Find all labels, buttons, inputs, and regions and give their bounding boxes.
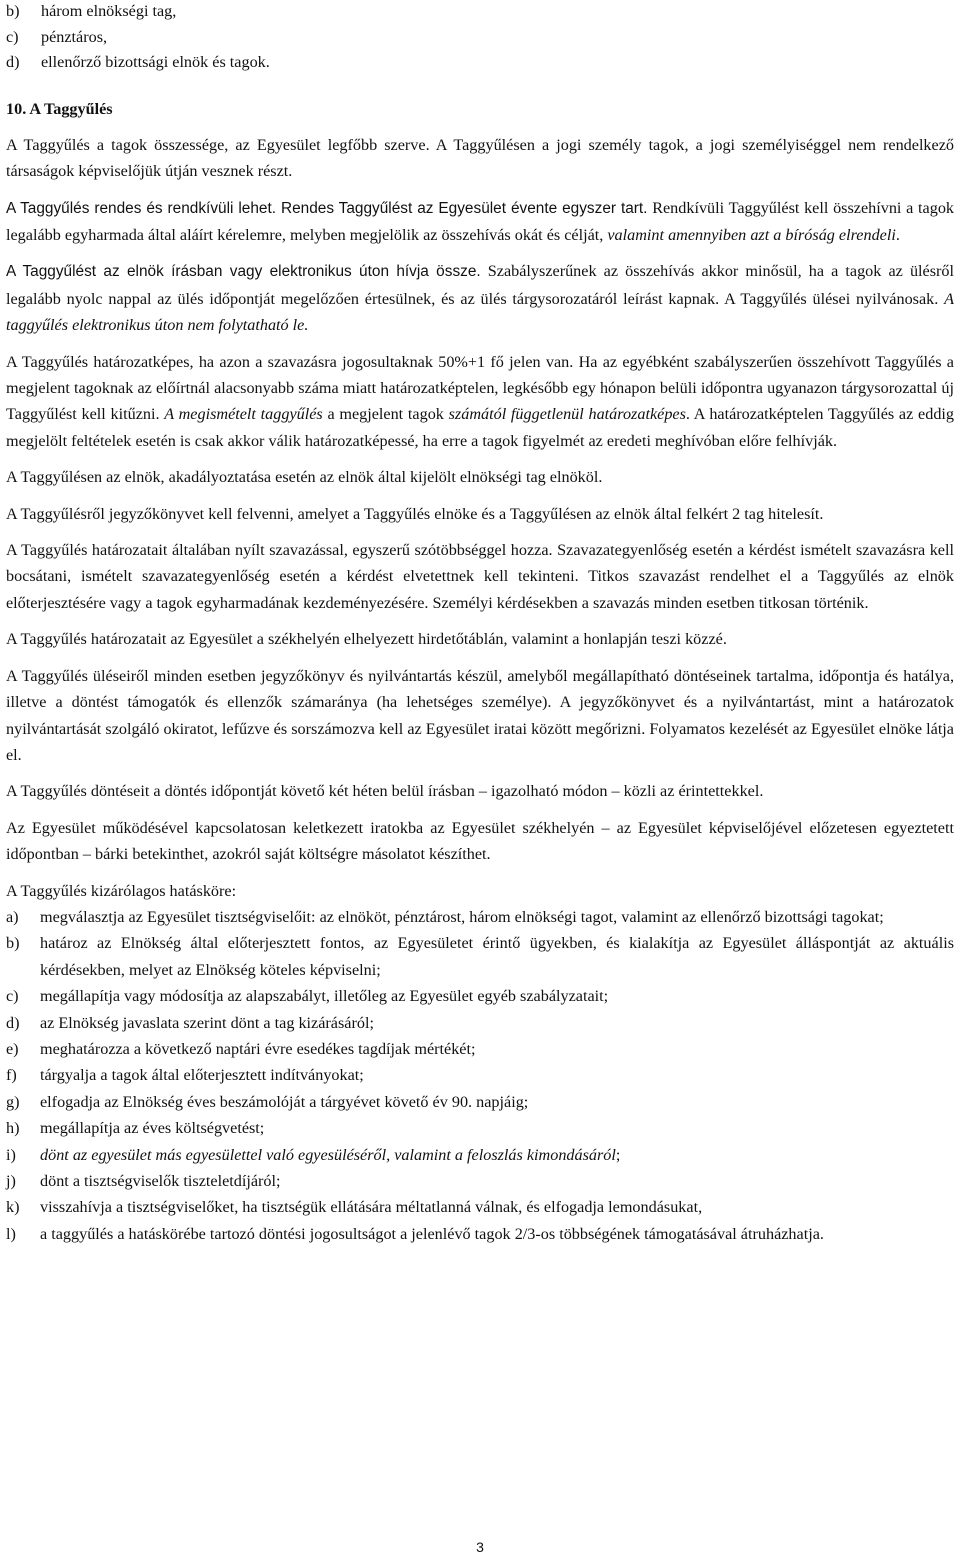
competence-intro: A Taggyűlés kizárólagos hatásköre: — [6, 881, 237, 900]
list-text: meghatározza a következő naptári évre esedékes tagdíjak mértékét; — [40, 1039, 476, 1058]
paragraph-document-access: Az Egyesület működésével kapcsolatosan keletkezett iratokba az Egyesület székhelyén – az Egyesület képviselőjével előzetesen egyeztetett időpontban – bárki betekinthet, azokról saját költségre másolatot készíthet. — [6, 818, 954, 864]
quorum-text-2: a megjelent tagok — [327, 405, 444, 424]
list-text — [40, 1142, 954, 1168]
meeting-types-text: A Taggyűlés rendes és rendkívüli lehet. Rendes Taggyűlést az Egyesület évente egyszer tart. — [6, 199, 648, 217]
list-label: i) — [6, 1145, 16, 1164]
list-label: h) — [6, 1119, 20, 1138]
list-item — [6, 0, 954, 25]
paragraph-records: A Taggyűlés üléseiről minden esetben jegyzőkönyv és nyilvántartás készül, amelyből megállapítható döntéseinek tartalma, időpontja és hatálya, illetve a döntést támogatók és ellenzők számaránya (ha lehetséges személye). A jegyzőkönyvet és a nyilvántartást, mint a határozatok nyilvántartását szolgáló okiratot, lefűzve és sorszámozva kell az Egyesület iratai között megőrizni. Folyamatos kezelését az Egyesület elnöke látja el. — [6, 666, 954, 764]
quorum-italic-text: számától függetlenül határozatképes — [448, 405, 686, 424]
paragraph-publication: A Taggyűlés határozatait az Egyesület a székhelyén elhelyezett hirdetőtáblán, valamint a honlapján teszi közzé. — [6, 630, 727, 649]
list-item — [6, 1168, 954, 1194]
list-item — [6, 904, 954, 930]
convocation-text: A Taggyűlést az elnök írásban vagy elektronikus úton hívja össze. — [6, 263, 481, 281]
convocation-rules-text: Szabályszerűnek az összehívás akkor minősül, ha a tagok az ülésről legalább nyolc nappal az ülés időpontját megelőzően értesülnek, és az ülés tárgysorozatáról leírást kapnak. A Taggyűlés ülései nyilvánosak. — [6, 262, 954, 308]
paragraph-quorum — [6, 349, 954, 455]
list-text: három elnökségi tag, — [41, 2, 177, 20]
quorum-text: A Taggyűlés határozatképes, ha azon a szavazásra jogosultaknak 50%+1 fő jelen van. Ha az egyébként szabályszerűen összehívott Taggyűlés a megjelent tagoknak az előírtnál alacsonyabb száma miatt határozatképtelen, legkésőbb egy hónapon belüli időpontra ugyanazon tárgysorozattal új Taggyűlést kell kitűzni. — [6, 352, 954, 424]
list-label: c) — [6, 987, 19, 1006]
list-text: megválasztja az Egyesület tisztségviselőit: az elnököt, pénztárost, három elnökségi tagot, valamint az ellenőrző bizottsági tagokat; — [40, 907, 884, 926]
list-label: l) — [6, 1224, 16, 1243]
list-text: tárgyalja a tagok által előterjesztett indítványokat; — [40, 1066, 364, 1085]
list-label: j) — [6, 1172, 16, 1190]
repeated-meeting-text: A megismételt taggyűlés — [164, 405, 323, 424]
officer-list — [6, 0, 954, 76]
paragraph-convocation — [6, 258, 954, 338]
list-text: visszahívja a tisztségviselőket, ha tisztségük ellátására méltatlanná válnak, és elfogadja lemondásukat, — [40, 1198, 703, 1217]
period: . — [895, 226, 900, 244]
competence-list — [6, 904, 954, 1247]
paragraph-chair: A Taggyűlésen az elnök, akadályoztatása esetén az elnök által kijelölt elnökségi tag elnököl. — [6, 468, 603, 487]
list-item — [6, 930, 954, 983]
list-text: megállapítja vagy módosítja az alapszabályt, illetőleg az Egyesület egyéb szabályzatait; — [40, 987, 609, 1006]
list-label: e) — [6, 1039, 19, 1058]
list-label: a) — [6, 907, 19, 926]
list-item — [6, 983, 954, 1009]
list-label: g) — [6, 1092, 20, 1111]
list-text: dönt a tisztségviselők tiszteletdíjáról; — [40, 1172, 281, 1190]
list-text: megállapítja az éves költségvetést; — [40, 1119, 265, 1138]
list-item — [6, 1142, 954, 1168]
paragraph-notification: A Taggyűlés döntéseit a döntés időpontját követő két héten belül írásban – igazolható módon – közli az érintettekkel. — [6, 782, 764, 801]
paragraph-definition: A Taggyűlés a tagok összessége, az Egyesület legfőbb szerve. A Taggyűlésen a jogi személy tagok, a jogi személyiséggel nem rendelkező társaságok képviselőjük útján vesznek részt. — [6, 135, 954, 181]
list-item — [6, 1221, 954, 1247]
list-label: d) — [6, 53, 20, 72]
list-label: d) — [6, 1013, 20, 1032]
list-item — [6, 1010, 954, 1036]
list-text: ellenőrző bizottsági elnök és tagok. — [41, 53, 270, 72]
page-number: 3 — [476, 1539, 484, 1555]
list-label: c) — [6, 27, 19, 46]
list-item — [6, 1115, 954, 1141]
paragraph-meeting-types — [6, 195, 954, 249]
electronic-note-text: A taggyűlés elektronikus úton nem folytatható le. — [6, 289, 954, 335]
list-item — [6, 1062, 954, 1088]
list-text: határoz az Elnökség által előterjesztett fontos, az Egyesületet érintő ügyekben, és kialakítja az Egyesület álláspontját az aktuális kérdésekben, melyet az Elnökség köteles képviselni; — [40, 934, 954, 979]
extraordinary-meeting-text: Rendkívüli Taggyűlést kell összehívni a tagok legalább egyharmada által aláírt kérelemre, melyben megjelölik az összehívás okát és célját, — [6, 198, 955, 244]
court-order-text: valamint amennyiben azt a bíróság elrendeli — [607, 226, 896, 244]
list-text: pénztáros, — [41, 27, 108, 46]
list-label: f) — [6, 1066, 17, 1085]
quorum-text-3: . A határozatképtelen Taggyűlés az eddig megjelölt feltételek esetén is csak akkor válik határozatképessé, ha erre a tagok figyelmét az eredeti meghívóban előre felhívják. — [6, 405, 955, 450]
semicolon: ; — [615, 1145, 621, 1164]
list-label: b) — [6, 2, 20, 20]
list-text: a taggyűlés a hatáskörébe tartozó döntési jogosultságot a jelenlévő tagok 2/3-os többségének támogatásával átruházhatja. — [40, 1224, 824, 1243]
paragraph-minutes: A Taggyűlésről jegyzőkönyvet kell felvenni, amelyet a Taggyűlés elnöke és a Taggyűlésen az elnök által felkért 2 tag hitelesít. — [6, 504, 824, 523]
list-item — [6, 25, 954, 51]
list-item — [6, 50, 954, 76]
merger-text: dönt az egyesület más egyesülettel való egyesüléséről, valamint a feloszlás kimondásáról — [40, 1145, 616, 1164]
list-text: az Elnökség javaslata szerint dönt a tag kizárásáról; — [40, 1013, 374, 1032]
paragraph-voting: A Taggyűlés határozatait általában nyílt szavazással, egyszerű szótöbbséggel hozza. Szavazategyenlőség esetén a kérdést ismételt szavazásra kell bocsátani, ismételt szavazategyenlőség esetén a kérdést elvetettnek kell tekinteni. Titkos szavazást rendelhet el a Taggyűlés az elnök előterjesztésére vagy a tagok egyharmadának kezdeményezésére. Személyi kérdésekben a szavazás minden esetben titkosan történik. — [6, 541, 954, 612]
list-item — [6, 1036, 954, 1062]
list-item — [6, 1194, 954, 1220]
list-text: elfogadja az Elnökség éves beszámolóját a tárgyévet követő év 90. napjáig; — [40, 1092, 529, 1111]
list-item — [6, 1089, 954, 1115]
list-label: k) — [6, 1198, 20, 1217]
list-label: b) — [6, 934, 20, 953]
section-heading: 10. A Taggyűlés — [6, 99, 113, 118]
